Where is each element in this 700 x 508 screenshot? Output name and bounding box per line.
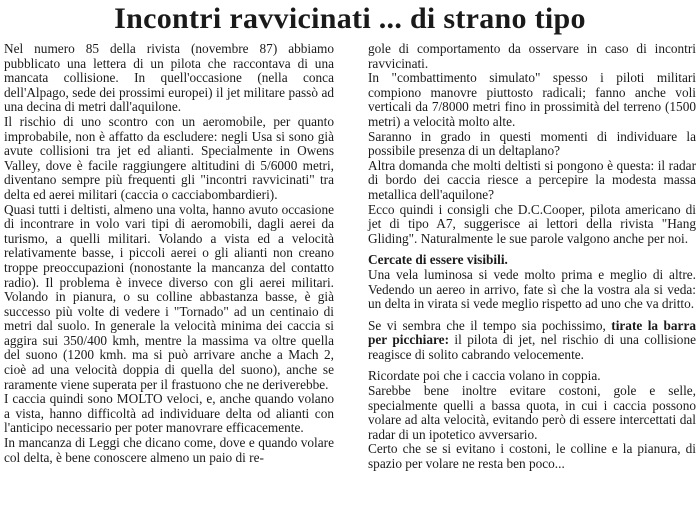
- emphasis-text: tirate la barra per picchiare:: [368, 317, 696, 348]
- paragraph: Nel numero 85 della rivista (novembre 87) abbiamo pubblicato una lettera di un pilota che raccontava di una mancata collisione. In quell'occasione (nella conca dell'Alpago, sede dei prossimi europei) il jet militare passò ad una decina di metri dall'aquilone.: [4, 41, 334, 115]
- section-heading: Cercate di essere visibili.: [368, 252, 508, 268]
- paragraph: In "combattimento simulato" spesso i piloti militari compiono manovre piuttosto radicali; fanno anche voli verticali da 7/8000 metri fino in prossimità del terreno (1500 metri) a velocità molto alte.: [368, 70, 696, 129]
- paragraph-text: il pilota di jet, nel rischio di una collisione reagisce di solito cabrando velocemente.: [368, 332, 697, 362]
- paragraph: Certo che se si evitano i costoni, le colline e la pianura, di spazio per volare ne resta ben poco...: [368, 441, 696, 472]
- paragraph: I caccia quindi sono MOLTO veloci, e, anche quando volano a vista, hanno difficoltà ad individuare delta od alianti con l'anticipo necessario per poter manovrare efficacemente.: [4, 391, 334, 436]
- paragraph: Una vela luminosa si vede molto prima e meglio di altre. Vedendo un aereo in arrivo, fate sì che la vostra ala si veda: un delta in virata si vede meglio rispetto ad uno che va dritto.: [368, 266, 696, 312]
- left-column: [4, 42, 334, 465]
- paragraph: Altra domanda che molti deltisti si pongono è questa: il radar di bordo dei caccia riesce a percepire la modesta massa metallica dell'aquilone?: [368, 157, 696, 202]
- article-title: Incontri ravvicinati ... di strano tipo: [114, 2, 586, 35]
- paragraph: Il rischio di uno scontro con un aeromobile, per quanto improbabile, non è affatto da escludere: negli Usa si sono già avute collisioni tra jet ed alianti. Specialmente in Owens Valley, dove è facile raggiungere altitudini di 5/6000 metri, diventano sempre più frequenti gli "incontri ravvicinati" tra delta ed aerei militari (caccia o cacciabombardieri).: [4, 113, 334, 202]
- right-column: [368, 42, 696, 472]
- paragraph: Quasi tutti i deltisti, almeno una volta, hanno avuto occasione di incontrare in volo vari tipi di aeromobili, dagli aerei da turismo, a quelli militari. Volando a vista ed a velocità relativamente basse, i piccoli aerei o gli alianti non creano troppe preoccupazioni (nonostante la mancanza del contatto radio). Il problema è invece diverso con gli aerei militari. Volando in pianura, o su colline abbastanza basse, è già successo più volte di vedere i "Tornado" ad un centinaio di metri dal suolo. In generale la velocità minima dei caccia si aggira sui 350/400 kmh, mentre la massima va oltre quella del suono (1200 kmh. ma si può arrivare anche a Mach 2, cioè ad una velocità doppia di quella del suono), anche se raramente viene superata per il frastuono che ne deriverebbe.: [4, 201, 334, 392]
- paragraph: Ricordate poi che i caccia volano in coppia.: [368, 368, 601, 384]
- paragraph: gole di comportamento da osservare in caso di incontri ravvicinati.: [368, 41, 696, 71]
- paragraph: Ecco quindi i consigli che D.C.Cooper, pilota americano di jet di tipo A7, suggerisce ai lettori della rivista "Hang Gliding". Naturalmente le sue parole valgono anche per noi.: [368, 201, 696, 246]
- paragraph: In mancanza di Leggi che dicano come, dove e quando volare col delta, è bene conoscere almeno un paio di re-: [4, 435, 334, 465]
- paragraph-mixed: [368, 319, 696, 363]
- paragraph: Saranno in grado in questi momenti di individuare la possibile presenza di un deltaplano?: [368, 128, 696, 159]
- paragraph: Sarebbe bene inoltre evitare costoni, gole e selle, specialmente quelli a bassa quota, in cui i caccia possono volare ad alta velocità, evitando però di essere intercettati dal radar di un ipotetico avversario.: [368, 383, 696, 442]
- paragraph-text: Se vi sembra che il tempo sia pochissimo,: [368, 317, 606, 333]
